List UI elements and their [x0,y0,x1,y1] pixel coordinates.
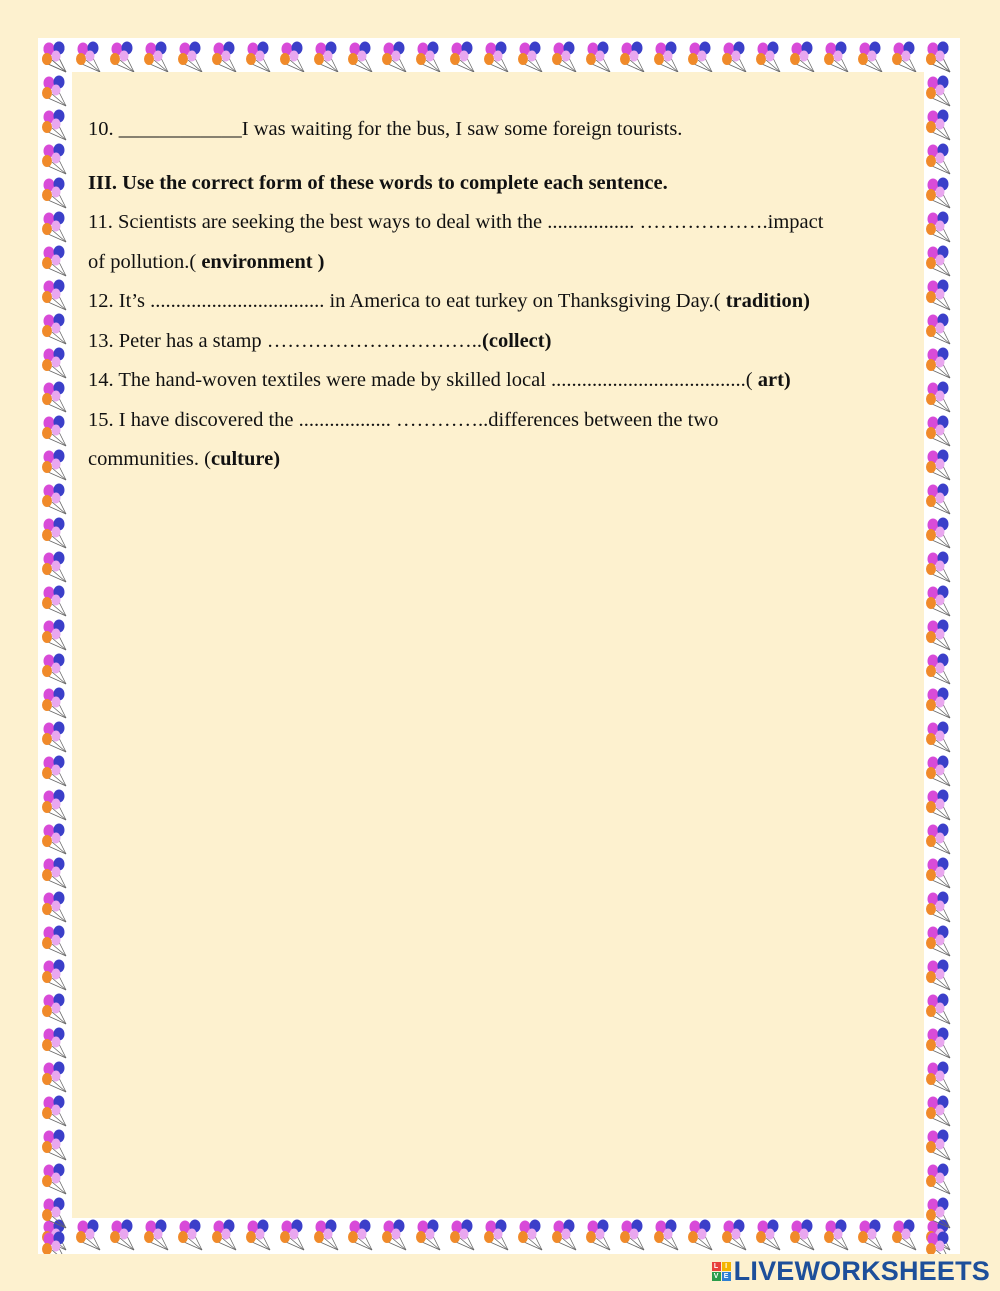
question-13 [88,322,918,362]
question-text: 12. It’s .................................. in America to eat turkey on Thanksgiving Day.( [88,290,726,312]
balloon-pattern [38,1216,960,1254]
question-12 [88,282,918,322]
balloon-pattern [38,38,960,74]
question-text: 13. Peter has a stamp ………………………….. [88,329,483,352]
question-text: communities. ( [88,448,211,470]
question-15-line-2 [88,440,918,480]
logo-text: LIVEWORKSHEETS [733,1255,990,1286]
answer-blank[interactable]: ____________ [118,118,242,140]
question-11-line-1: 11. Scientists are seeking the best ways to deal with the ................. ……………….impact [88,211,824,233]
question-text: I was waiting for the bus, I saw some foreign tourists. [241,118,683,140]
word-hint: (collect) [482,329,552,352]
word-hint: culture) [210,448,281,470]
logo-icon: L I V E [712,1262,731,1281]
section-heading: III. Use the correct form of these words to complete each sentence. [88,171,668,194]
worksheet-content [88,110,918,480]
balloon-border-top [38,38,960,74]
question-text: 14. The hand-woven textiles were made by skilled local ......................................( [88,369,758,391]
question-text: of pollution.( [88,250,202,273]
word-hint: art) [757,369,791,391]
question-number: 10. [88,118,114,140]
question-11-line-2 [88,243,918,283]
balloon-border-left [38,38,74,1254]
question-10 [88,110,918,150]
balloon-pattern [38,38,74,1254]
question-14 [88,361,918,401]
word-hint: tradition) [725,290,810,312]
liveworksheets-logo[interactable] [712,1255,990,1287]
balloon-border-bottom [38,1216,960,1254]
balloon-border-right [922,38,960,1254]
question-15-line-1: 15. I have discovered the .................. …………..differences between the two [88,408,719,431]
word-hint: environment ) [201,250,325,273]
balloon-pattern [922,38,960,1254]
